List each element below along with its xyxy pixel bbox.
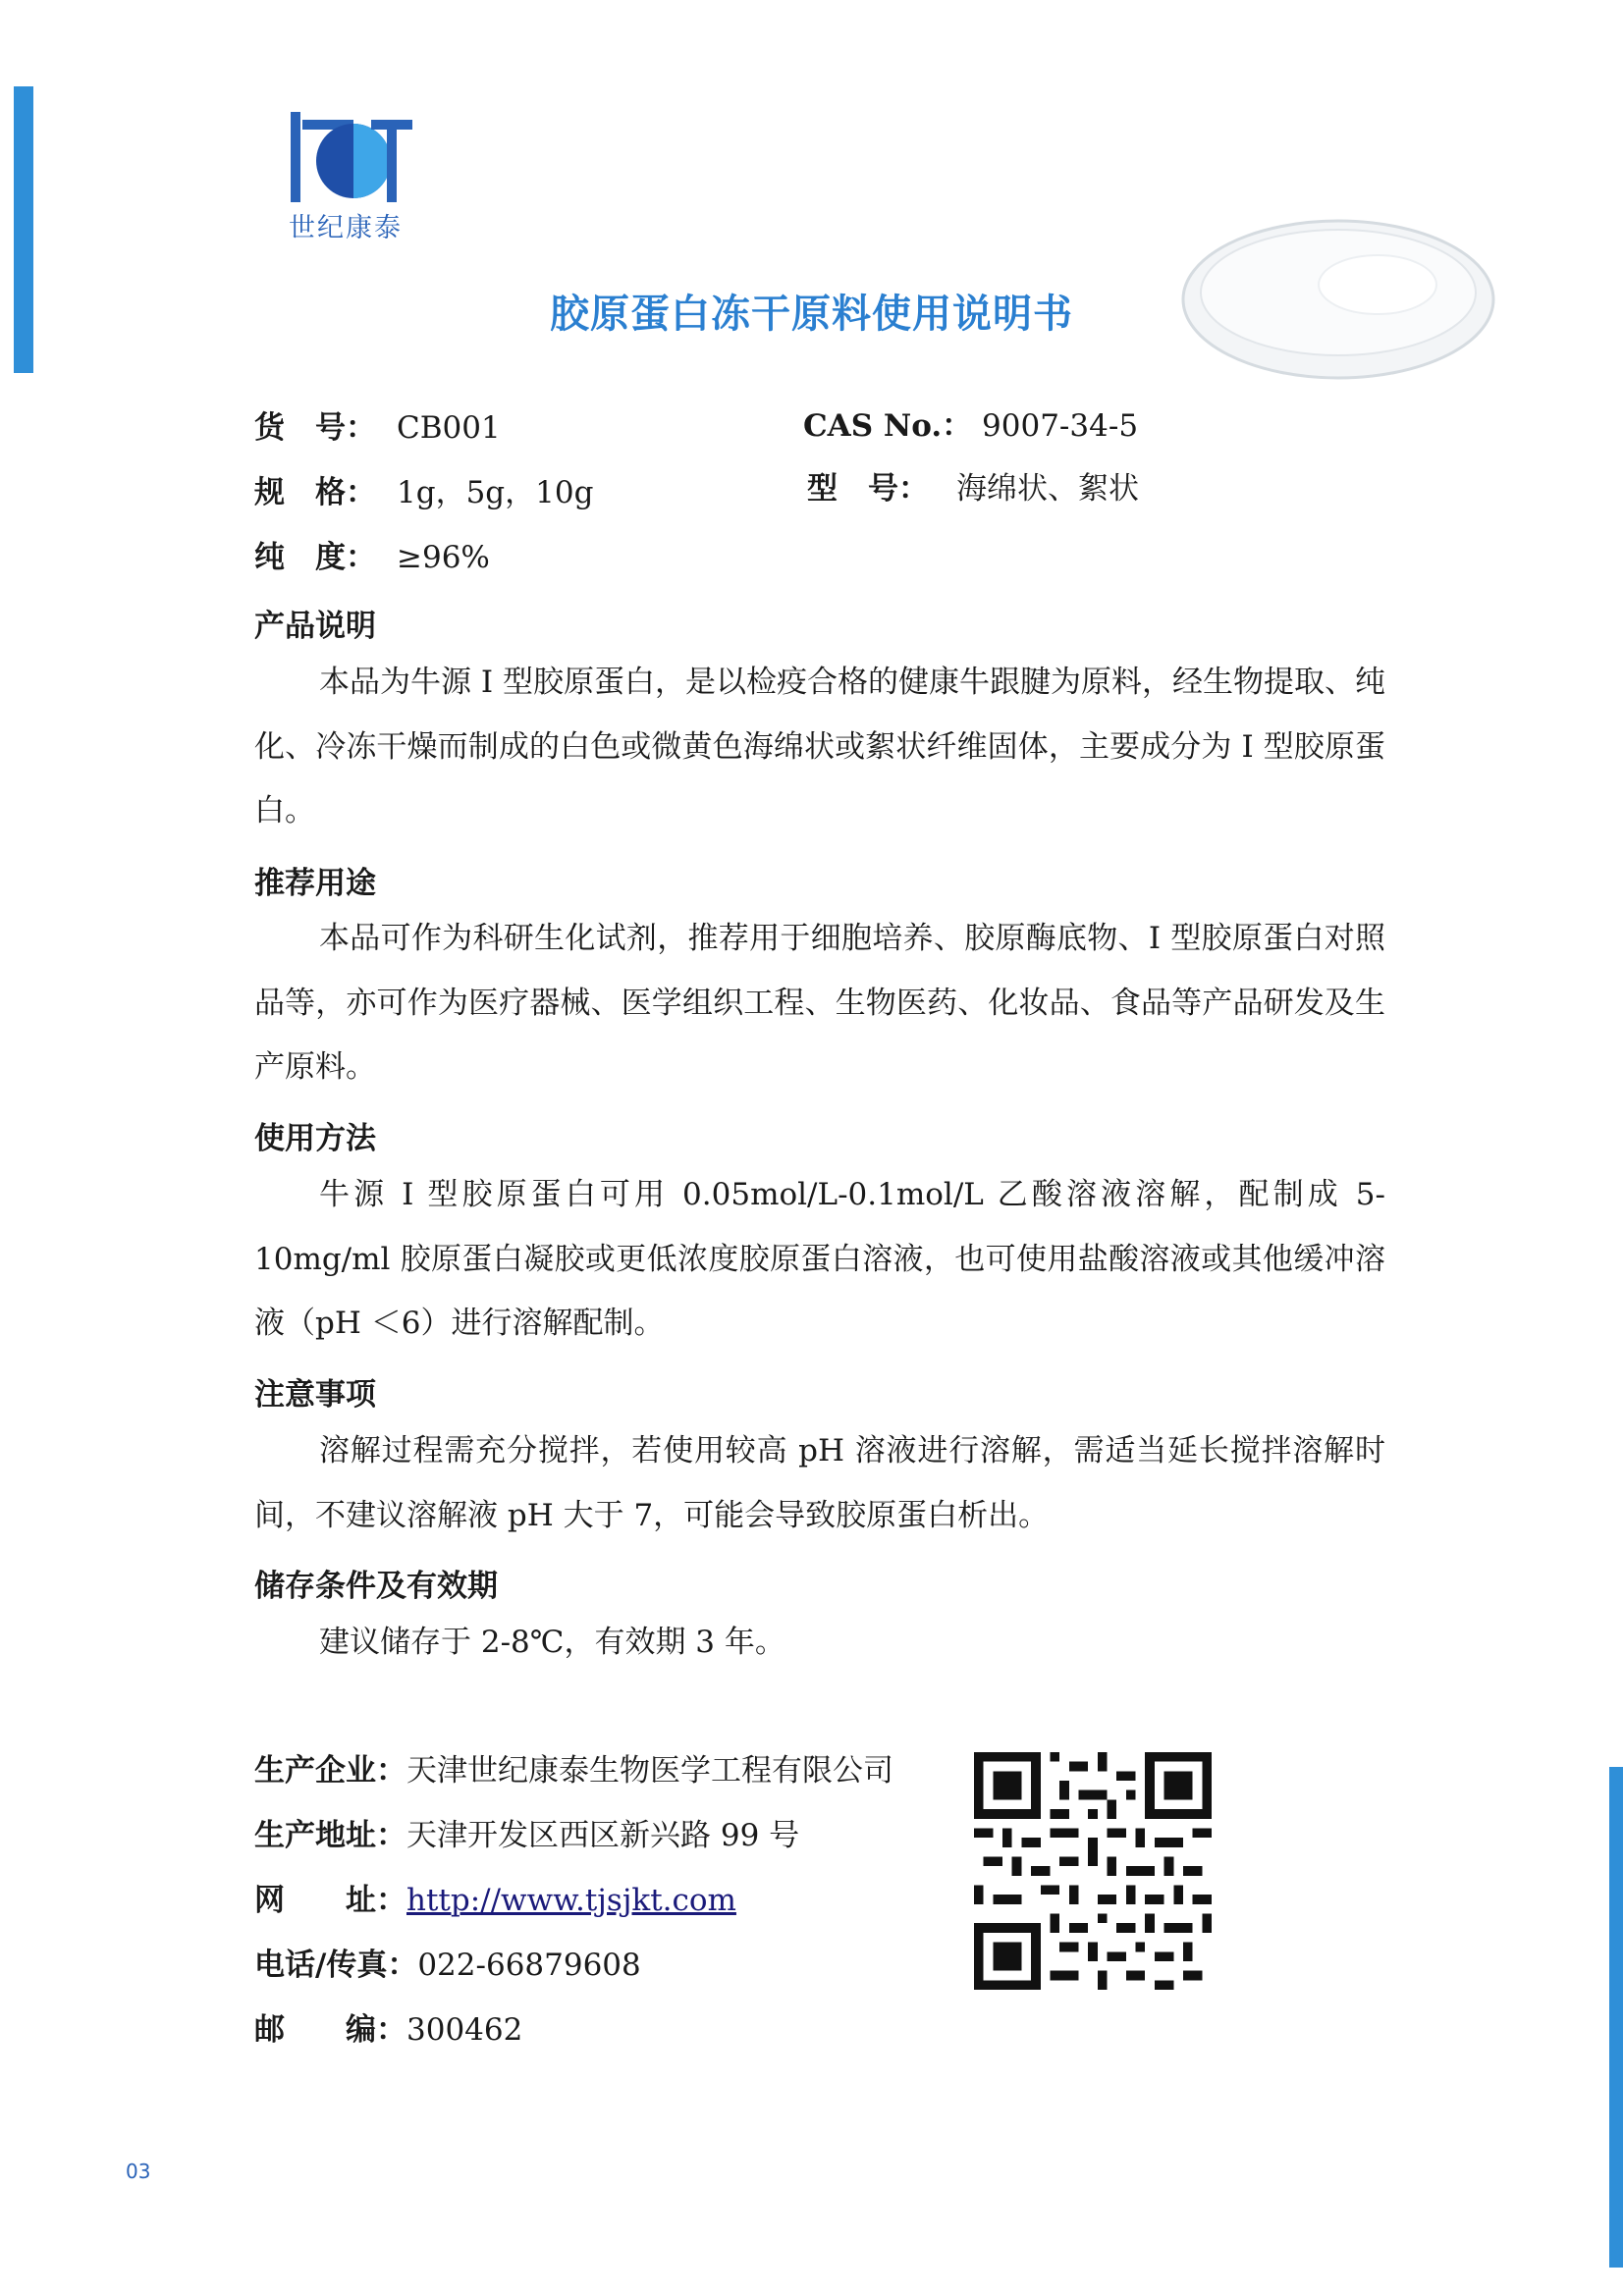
right-accent-bar — [1609, 1767, 1623, 2268]
company-phone-value: 022-66879608 — [417, 1948, 641, 1983]
spec-size: 规 格： 1g，5g，10g — [254, 475, 594, 510]
company-website-label: 网 址 — [254, 1883, 376, 1918]
section-text-description: 本品为牛源 I 型胶原蛋白，是以检疫合格的健康牛跟腱为原料，经生物提取、纯化、冷冻干燥而制成的白色或微黄色海绵状或絮状纤维固体，主要成分为 I 型胶原蛋白。 — [254, 665, 1385, 828]
company-phone: 电话/传真：022-66879608 — [254, 1948, 641, 1983]
section-heading-usage: 推荐用途 — [254, 866, 376, 901]
spec-model: 型 号： 海绵状、絮状 — [807, 471, 1139, 507]
spec-cas: CAS No.： 9007-34-5 — [803, 408, 1139, 444]
qr-code — [974, 1752, 1212, 1990]
section-heading-description: 产品说明 — [254, 609, 376, 644]
company-postcode: 邮 编：300462 — [254, 2012, 523, 2048]
brand-name: 世纪康泰 — [289, 213, 403, 243]
spec-purity: 纯 度： ≥96% — [254, 540, 490, 575]
section-heading-method: 使用方法 — [254, 1121, 376, 1156]
spec-purity-label: 纯 度 — [254, 540, 346, 575]
spec-item-no: 货 号： CB001 — [254, 410, 501, 446]
spec-size-value: 1g，5g，10g — [397, 475, 594, 510]
section-text-usage: 本品可作为科研生化试剂，推荐用于细胞培养、胶原酶底物、I 型胶原蛋白对照品等，亦可作为医疗器械、医学组织工程、生物医药、化妆品、食品等产品研发及生产原料。 — [254, 921, 1385, 1085]
company-maker-value: 天津世纪康泰生物医学工程有限公司 — [406, 1753, 893, 1789]
company-maker: 生产企业：天津世纪康泰生物医学工程有限公司 — [254, 1753, 893, 1789]
spec-model-value: 海绵状、絮状 — [956, 471, 1139, 507]
page-number: 03 — [126, 2160, 151, 2183]
spec-cas-value: 9007-34-5 — [982, 408, 1139, 444]
section-heading-storage: 储存条件及有效期 — [254, 1569, 498, 1604]
section-text-method: 牛源 I 型胶原蛋白可用 0.05mol/L-0.1mol/L 乙酸溶液溶解，配制成 5-10mg/ml 胶原蛋白凝胶或更低浓度胶原蛋白溶液，也可使用盐酸溶液或其他缓冲溶液（pH ＜6）进行溶解配制。 — [254, 1177, 1385, 1341]
section-text-notes: 溶解过程需充分搅拌，若使用较高 pH 溶液进行溶解，需适当延长搅拌溶解时间，不建议溶解液 pH 大于 7，可能会导致胶原蛋白析出。 — [254, 1433, 1385, 1533]
spec-item-no-label: 货 号 — [254, 410, 346, 446]
spec-size-label: 规 格 — [254, 475, 346, 510]
company-address-value: 天津开发区西区新兴路 99 号 — [406, 1818, 800, 1853]
spec-cas-label: CAS No. — [803, 408, 943, 444]
spec-purity-value: ≥96% — [397, 540, 490, 575]
company-postcode-value: 300462 — [406, 2012, 523, 2048]
spec-model-label: 型 号 — [807, 471, 898, 507]
section-text-storage: 建议储存于 2-8℃，有效期 3 年。 — [319, 1625, 785, 1660]
company-address: 生产地址：天津开发区西区新兴路 99 号 — [254, 1818, 800, 1853]
spec-item-no-value: CB001 — [397, 410, 501, 446]
company-maker-label: 生产企业 — [254, 1753, 376, 1789]
company-address-label: 生产地址 — [254, 1818, 376, 1853]
section-heading-notes: 注意事项 — [254, 1377, 376, 1413]
document-title: 胶原蛋白冻干原料使用说明书 — [550, 292, 1073, 337]
company-phone-label: 电话/传真 — [254, 1948, 388, 1983]
company-website: 网 址：http://www.tjsjkt.com — [254, 1883, 736, 1918]
website-link[interactable]: http://www.tjsjkt.com — [406, 1883, 736, 1918]
company-postcode-label: 邮 编 — [254, 2012, 376, 2048]
